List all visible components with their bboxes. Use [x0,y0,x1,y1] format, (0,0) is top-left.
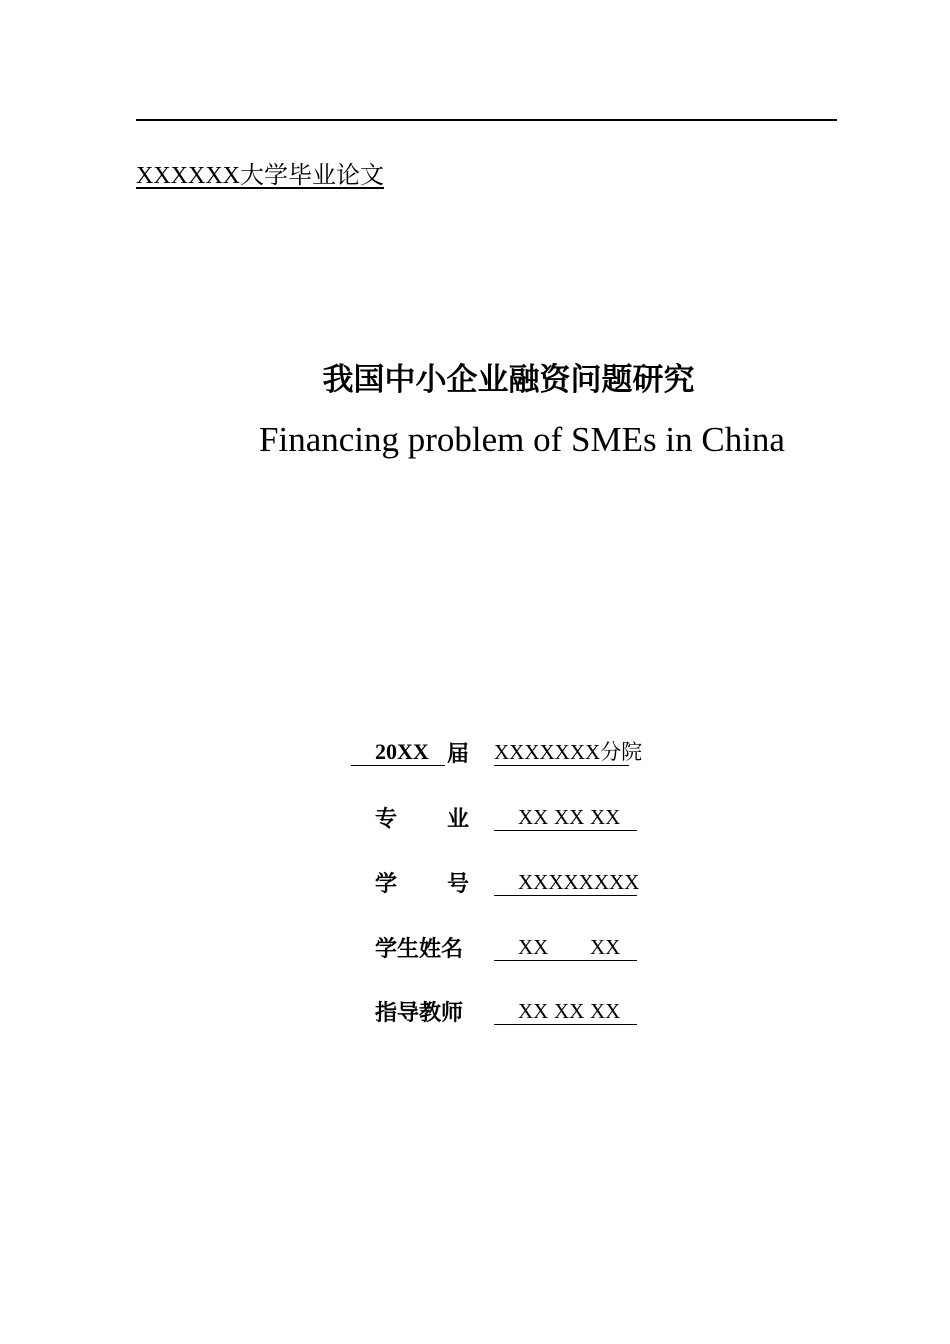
info-row-advisor [0,998,950,1028]
advisor-field [494,998,637,1025]
student-name-field [494,934,637,961]
student-name-label: 学生姓名 [375,936,464,962]
advisor-value-2: XX [554,999,585,1023]
advisor-label: 指导教师 [375,1000,464,1026]
advisor-value-3: XX [590,999,621,1023]
student-name-value-2: XX [590,935,621,959]
info-row-student-id [0,869,950,899]
college-value: XXXXXXX分院 [494,740,643,764]
student-id-label-first: 学 [375,871,398,897]
major-label-second: 业 [447,806,470,832]
class-year-underline [351,739,445,766]
class-year-value: 20XX [375,739,429,764]
info-row-major [0,804,950,834]
class-year-suffix: 届 [447,741,470,767]
major-value-3: XX [590,805,621,829]
info-row-student-name [0,934,950,964]
college-field [494,739,643,766]
university-header: XXXXXX大学毕业论文 [136,163,384,189]
advisor-value-1: XX [518,999,549,1023]
major-value-1: XX [518,805,549,829]
thesis-title-chinese: 我国中小企业融资问题研究 [322,362,695,398]
major-value-2: XX [554,805,585,829]
thesis-title-english: Financing problem of SMEs in China [259,420,785,459]
major-label-first: 专 [375,806,398,832]
info-row-class [0,739,950,769]
header-rule [136,119,837,121]
student-id-label-second: 号 [447,871,470,897]
student-name-value-1: XX [518,935,549,959]
student-id-field [494,869,640,896]
major-field [494,804,637,831]
student-id-value: XXXXXXXX [518,870,640,894]
